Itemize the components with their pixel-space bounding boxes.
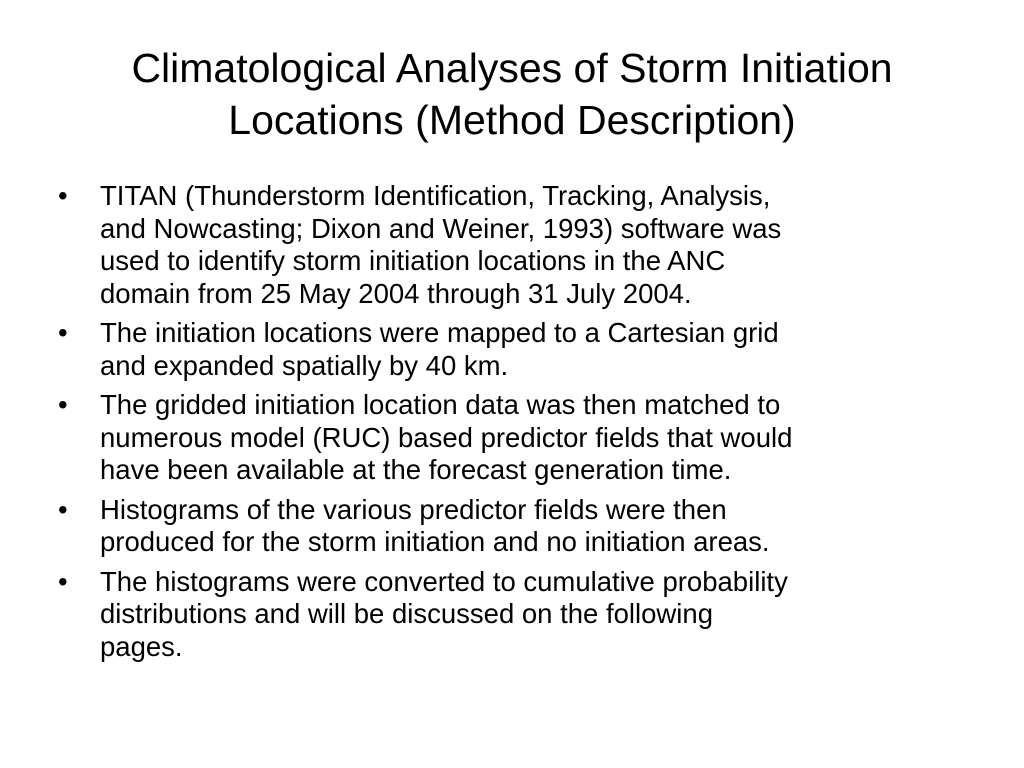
bullet-text-line: and Nowcasting; Dixon and Weiner, 1993) software was <box>100 212 782 244</box>
bullet-text-line: TITAN (Thunderstorm Identification, Tracking, Analysis, <box>100 180 771 211</box>
bullet-text-line: distributions and will be discussed on the following <box>100 598 713 629</box>
bullet-item <box>58 317 978 382</box>
title-line: Climatological Analyses of Storm Initiation <box>131 45 893 91</box>
bullet-item <box>58 494 978 559</box>
bullet-icon: • <box>58 565 68 597</box>
bullet-text-line: The gridded initiation location data was then matched to <box>100 389 781 420</box>
bullet-list <box>58 180 978 670</box>
bullet-icon: • <box>58 493 68 525</box>
bullet-item <box>58 389 978 487</box>
bullet-text-line: The histograms were converted to cumulative probability <box>100 565 788 597</box>
bullet-text-line: pages. <box>100 630 183 662</box>
bullet-icon: • <box>58 317 68 348</box>
bullet-item <box>58 566 978 664</box>
bullet-icon: • <box>58 180 68 211</box>
bullet-text-line: domain from 25 May 2004 through 31 July 2004. <box>100 277 692 309</box>
bullet-text-line: produced for the storm initiation and no initiation areas. <box>100 526 770 557</box>
bullet-icon: • <box>58 389 68 420</box>
bullet-text-line: The initiation locations were mapped to a Cartesian grid <box>100 317 779 348</box>
bullet-item <box>58 180 978 310</box>
slide-title <box>40 42 984 146</box>
bullet-text-line: used to identify storm initiation locations in the ANC <box>100 245 726 276</box>
bullet-text-line: numerous model (RUC) based predictor fields that would <box>100 421 793 453</box>
bullet-text-line: Histograms of the various predictor fields were then <box>100 493 727 525</box>
title-line: Locations (Method Description) <box>228 97 796 143</box>
bullet-text-line: have been available at the forecast generation time. <box>100 454 732 485</box>
bullet-text-line: and expanded spatially by 40 km. <box>100 349 509 381</box>
